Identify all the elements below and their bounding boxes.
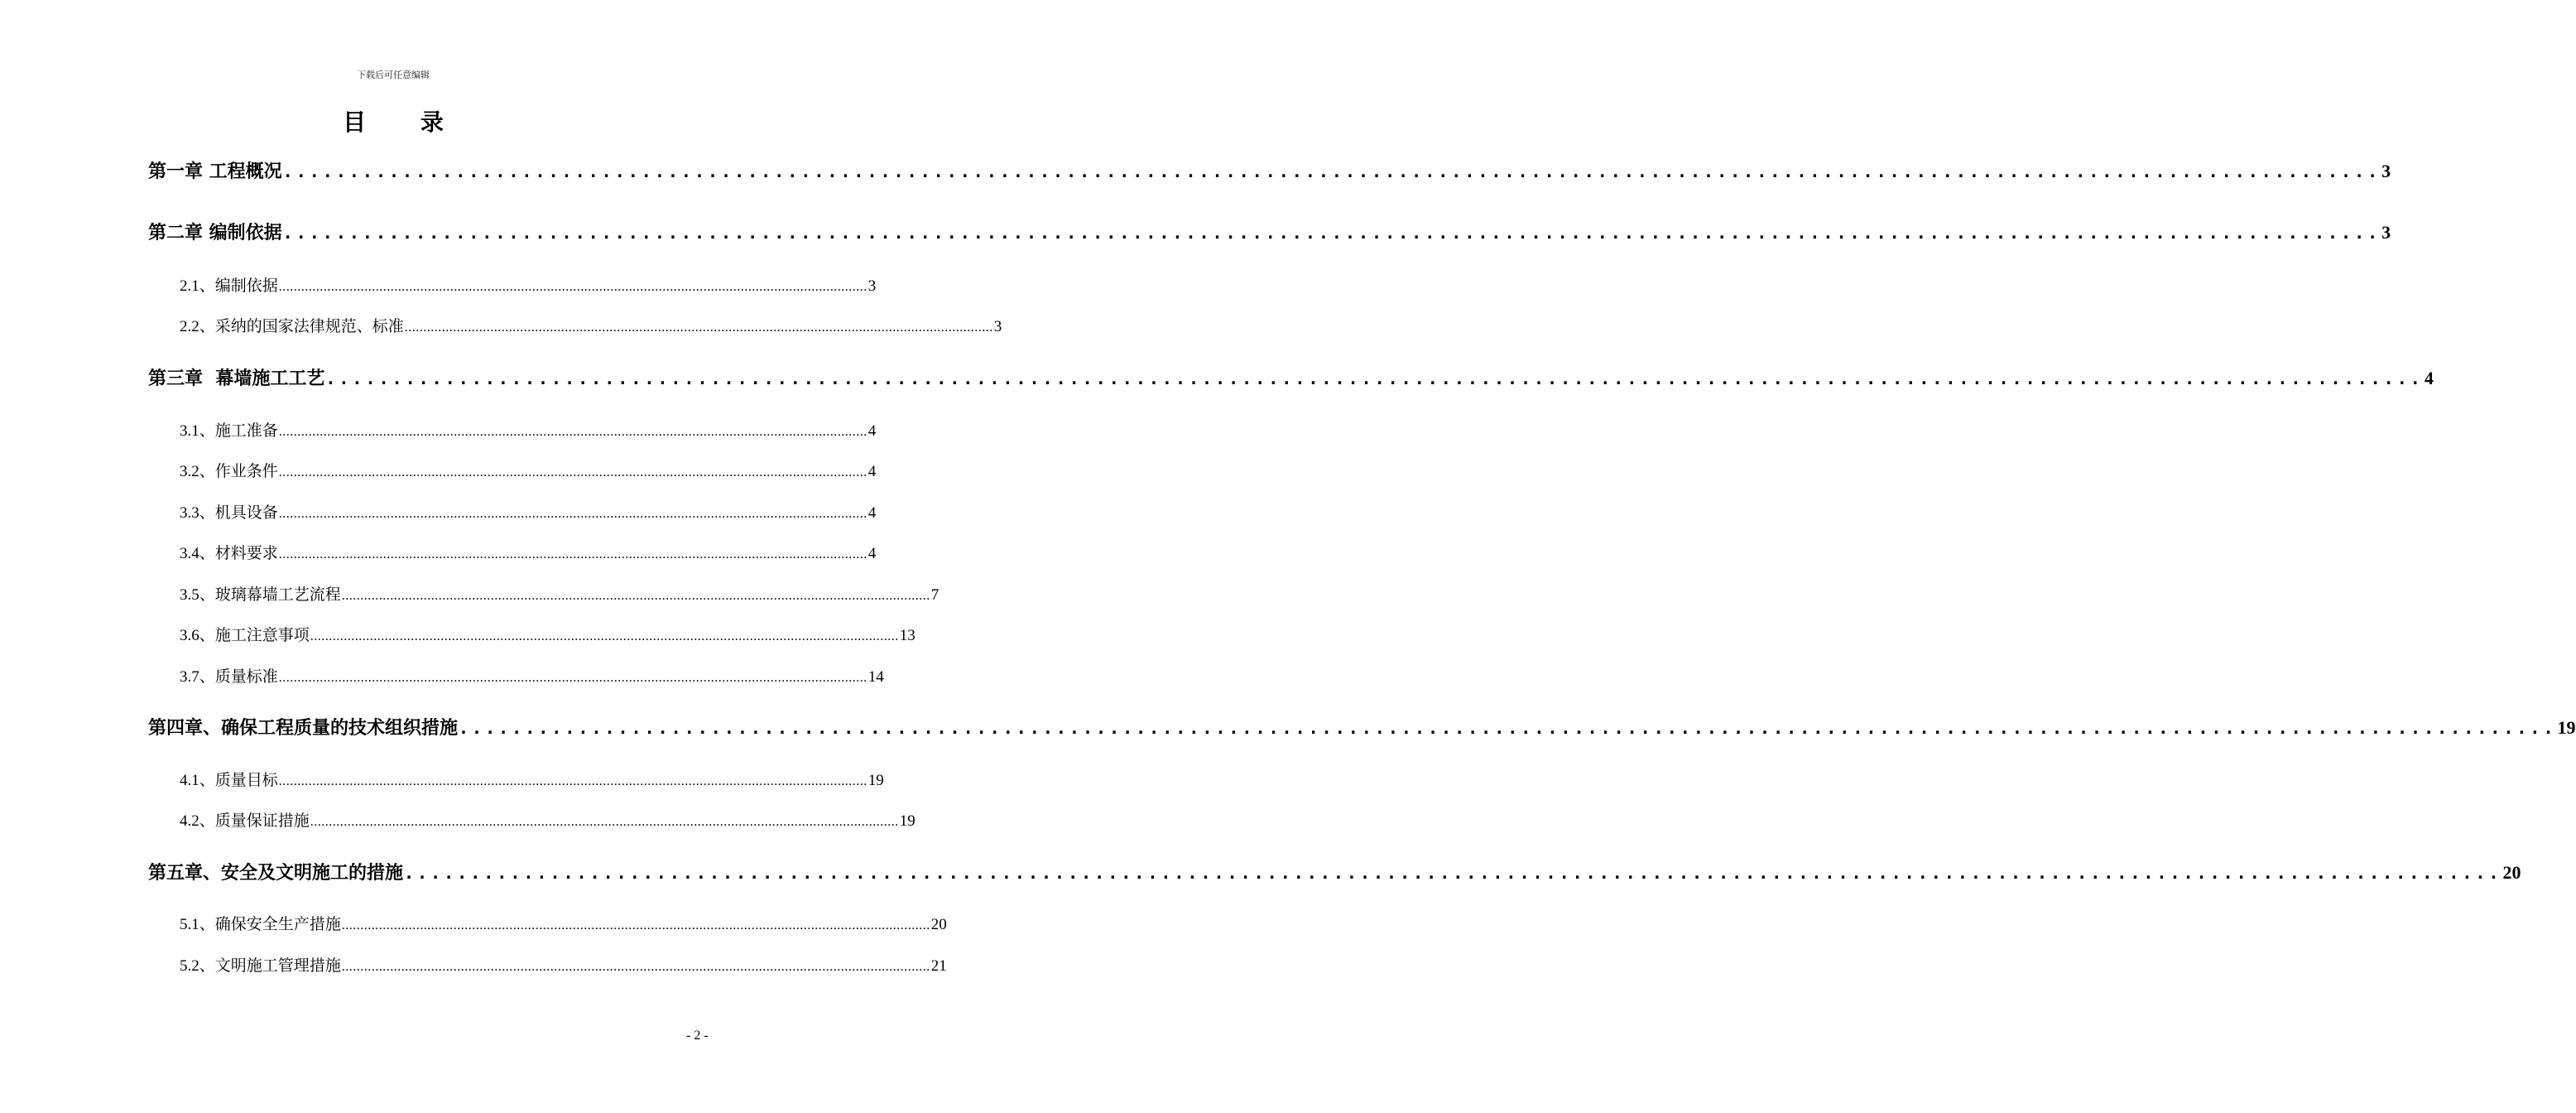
toc-leader-dots: .............................................................................................................................................................. [278,507,867,521]
toc-chapter-2[interactable] [148,219,2391,244]
toc-leader-dots: .............................................................................................................................................................. [278,774,867,788]
toc-section-label: 3.3、机具设备 [180,504,278,522]
toc-section-3-7[interactable] [180,664,884,687]
toc-section-2-1[interactable] [180,273,877,296]
toc-section-label: 5.1、确保安全生产措施 [180,916,341,933]
toc-section-label: 3.4、材料要求 [180,545,278,562]
toc-leader-dots: .............................................................................................................................................................. [404,863,2502,883]
toc-leader-dots: .............................................................................................................................................................. [278,465,867,479]
toc-page-number: 20 [2502,862,2521,883]
toc-chapter-label: 第五章、安全及文明施工的措施 [148,863,404,884]
toc-chapter-label: 第二章 编制依据 [148,223,282,243]
toc-page-number: 19 [899,812,916,830]
toc-leader-dots: .............................................................................................................................................................. [459,718,2557,738]
footer-page-number: - 2 - [686,1029,709,1043]
toc-section-label: 2.1、编制依据 [180,277,278,295]
toc-chapter-label: 第三章 幕墙施工工艺 [148,369,325,389]
toc-page-number: 4 [867,545,877,562]
toc-section-label: 3.2、作业条件 [180,463,278,480]
toc-page-number: 20 [930,916,947,933]
toc-page-number: 3 [993,318,1002,335]
toc-page-number: 4 [2424,368,2434,388]
toc-leader-dots: .............................................................................................................................................................. [278,280,867,294]
toc-page-number: 19 [2557,717,2576,738]
toc-leader-dots: .............................................................................................................................................................. [310,629,899,643]
toc-page-number: 4 [867,422,877,440]
toc-leader-dots: .............................................................................................................................................................. [282,161,2381,181]
toc-section-label: 5.2、文明施工管理措施 [180,957,341,975]
toc-chapter-5[interactable] [148,859,2521,884]
toc-chapter-1[interactable] [148,157,2391,183]
toc-page-number: 21 [930,957,947,975]
toc-section-label: 3.7、质量标准 [180,668,278,686]
toc-section-3-4[interactable] [180,541,877,563]
toc-chapter-3[interactable] [148,364,2434,390]
header-note: 下载后可任意编辑 [357,70,430,80]
toc-section-3-6[interactable] [180,623,916,645]
toc-section-5-2[interactable] [180,953,947,976]
toc-section-4-2[interactable] [180,808,916,831]
toc-chapter-label: 第四章、确保工程质量的技术组织措施 [148,718,459,739]
toc-section-label: 4.2、质量保证措施 [180,812,310,830]
toc-page-number: 4 [867,504,877,522]
toc-leader-dots: .............................................................................................................................................................. [278,425,867,439]
toc-section-2-2[interactable] [180,314,1002,336]
toc-section-5-1[interactable] [180,912,947,934]
toc-page-number: 19 [867,772,884,789]
toc-section-label: 2.2、采纳的国家法律规范、标准 [180,318,404,335]
toc-leader-dots: .............................................................................................................................................................. [341,918,930,932]
toc-section-label: 3.6、施工注意事项 [180,627,310,644]
toc-leader-dots: .............................................................................................................................................................. [341,960,930,974]
toc-section-3-3[interactable] [180,500,877,523]
toc-section-4-1[interactable] [180,768,884,790]
toc-page-number: 13 [899,627,916,644]
toc-page-number: 7 [930,586,940,604]
toc-leader-dots: .............................................................................................................................................................. [310,815,899,829]
toc-leader-dots: .............................................................................................................................................................. [341,589,930,603]
toc-section-3-2[interactable] [180,459,877,481]
toc-section-3-5[interactable] [180,582,940,605]
toc-leader-dots: .............................................................................................................................................................. [325,369,2424,388]
toc-section-label: 3.1、施工准备 [180,422,278,440]
toc-leader-dots: .............................................................................................................................................................. [278,671,867,685]
toc-leader-dots: .............................................................................................................................................................. [404,320,993,335]
toc-section-label: 3.5、玻璃幕墙工艺流程 [180,586,341,604]
toc-page-number: 3 [2381,222,2391,243]
toc-chapter-label: 第一章 工程概况 [148,161,282,182]
toc-section-label: 4.1、质量目标 [180,772,278,789]
toc-chapter-4[interactable] [148,714,2576,740]
toc-page-number: 14 [867,668,884,686]
toc-page-number: 3 [2381,161,2391,181]
toc-leader-dots: .............................................................................................................................................................. [282,223,2381,243]
toc-page-number: 3 [867,277,877,295]
toc-title: 目 录 [343,108,467,136]
toc-section-3-1[interactable] [180,418,877,441]
toc-leader-dots: .............................................................................................................................................................. [278,547,867,561]
toc-page-number: 4 [867,463,877,480]
